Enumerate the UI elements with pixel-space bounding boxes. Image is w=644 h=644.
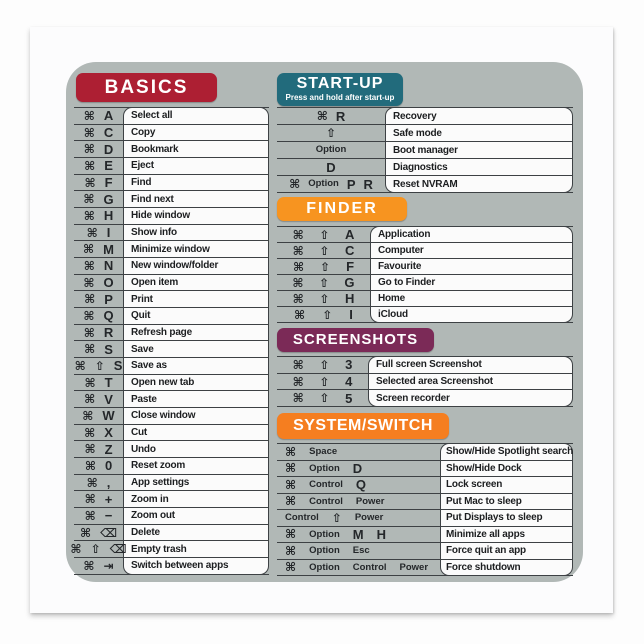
shortcut-row [74, 525, 269, 542]
key-combo [277, 127, 385, 139]
key-command: ⌘ [84, 392, 96, 407]
shortcut-row [74, 275, 269, 292]
shortcut-row [74, 441, 269, 458]
key-combo [70, 542, 127, 557]
shortcut-row [74, 358, 269, 375]
key-shift: ⇧ [319, 357, 330, 372]
key-command: ⌘ [86, 225, 98, 240]
key-shift: ⇧ [318, 275, 330, 290]
key-shift: ⇧ [331, 510, 342, 525]
system-switch-shortcut-list [277, 443, 573, 576]
key-4: 4 [345, 374, 353, 389]
shortcut-description: Print [131, 293, 153, 305]
key-combo [74, 243, 123, 256]
key-o: O [103, 275, 114, 291]
key-combo [74, 209, 123, 222]
shortcut-row [74, 558, 269, 574]
key-command: ⌘ [83, 308, 95, 323]
key-combo [277, 545, 440, 557]
key-c: C [344, 243, 355, 258]
shortcut-row [74, 291, 269, 308]
key-combo [277, 145, 385, 155]
shortcut-description: Show info [131, 227, 177, 239]
shortcut-description: Show/Hide Dock [446, 462, 522, 474]
key-p: P [346, 176, 356, 192]
key-option: Option [309, 528, 340, 540]
shortcut-row [277, 543, 573, 560]
key-g: G [103, 191, 114, 207]
key-combo [277, 161, 385, 174]
shortcut-description: Show/Hide Spotlight search [446, 446, 573, 458]
key-command: ⌘ [83, 558, 95, 573]
shortcut-row [74, 108, 269, 125]
shortcut-row [277, 510, 573, 527]
shortcut-row [74, 325, 269, 342]
key-combo [277, 292, 370, 305]
shortcut-row [277, 259, 573, 275]
key-command: ⌘ [292, 391, 304, 406]
shortcut-description: Select all [131, 110, 173, 122]
key-combo [74, 376, 123, 389]
key-command: ⌘ [285, 527, 297, 542]
key-combo [74, 293, 123, 306]
key-combo [277, 178, 385, 191]
shortcut-row [74, 125, 269, 142]
finder-shortcut-list [277, 226, 573, 323]
key-combo [74, 426, 123, 439]
shortcut-description: iCloud [378, 309, 408, 320]
key-delete: ⌫ [109, 542, 127, 557]
shortcut-description: Force quit an app [446, 545, 526, 557]
key-5: 5 [345, 390, 353, 406]
shortcut-description: Save [131, 343, 154, 355]
shortcut-description: New window/folder [131, 260, 219, 272]
key-command: ⌘ [83, 325, 95, 340]
shortcut-row [74, 175, 269, 192]
basics-header [76, 73, 217, 102]
key-a: A [103, 108, 114, 124]
key-command: ⌘ [84, 175, 96, 190]
shortcut-description: Screen recorder [376, 392, 450, 404]
shortcut-description: Safe mode [393, 127, 442, 139]
key-e: E [104, 158, 113, 174]
key-combo [277, 495, 440, 507]
shortcut-card [66, 62, 583, 582]
shortcut-row [277, 125, 573, 142]
shortcut-row [74, 191, 269, 208]
key-shift: ⇧ [319, 243, 330, 258]
key-combo [74, 193, 123, 206]
key-r: R [335, 108, 346, 124]
key-command: ⌘ [70, 542, 82, 557]
shortcut-description: Open new tab [131, 377, 195, 389]
key-combo [74, 409, 123, 422]
key-combo [277, 308, 370, 321]
key-0: 0 [104, 458, 113, 474]
key-power: Power [354, 512, 384, 523]
key-combo [277, 375, 368, 388]
key-command: ⌘ [84, 375, 96, 390]
key-combo [74, 176, 123, 189]
shortcut-description: App settings [131, 477, 190, 489]
key-f: F [346, 259, 355, 274]
shortcut-row [74, 208, 269, 225]
shortcut-description: Save as [131, 360, 167, 372]
key-q: Q [355, 477, 367, 493]
shortcut-row [277, 560, 573, 576]
key-h: H [376, 526, 386, 542]
key-shift: ⇧ [319, 291, 330, 306]
startup-title: START-UP [296, 75, 384, 93]
shortcut-row [74, 425, 269, 442]
key-combo [277, 260, 370, 273]
shortcut-description: Bookmark [131, 143, 179, 155]
key-command: ⌘ [82, 408, 94, 423]
key-m: M [352, 526, 364, 542]
key-option: Option [308, 178, 339, 190]
key-combo [277, 528, 440, 541]
key-m: M [103, 241, 114, 257]
key-comma: , [106, 475, 111, 491]
screenshots-title: SCREENSHOTS [292, 331, 419, 349]
key-3: 3 [345, 357, 353, 373]
key-command: ⌘ [83, 242, 95, 257]
key-x: X [104, 425, 113, 441]
shortcut-description: Open item [131, 277, 179, 289]
shortcut-description: Switch between apps [131, 560, 229, 572]
shortcut-description: Put Displays to sleep [446, 512, 543, 524]
shortcut-row [74, 408, 269, 425]
shortcut-description: Home [378, 293, 405, 304]
shortcut-row [74, 141, 269, 158]
key-option: Option [315, 144, 347, 156]
key-combo [277, 561, 440, 573]
key-shift: ⇧ [94, 358, 105, 373]
key-command: ⌘ [285, 444, 297, 459]
key-command: ⌘ [84, 442, 96, 457]
key-p: P [104, 291, 113, 307]
key-combo [74, 343, 123, 356]
key-power: Power [355, 495, 385, 507]
shortcut-description: Recovery [393, 110, 437, 122]
basics-title: BASICS [104, 76, 189, 98]
key-combo [74, 359, 123, 372]
key-shift: ⇧ [322, 307, 333, 322]
shortcut-description: Quit [131, 310, 151, 322]
key-shift: ⇧ [319, 391, 330, 406]
key-combo [277, 110, 385, 123]
key-command: ⌘ [83, 258, 95, 273]
key-minus: − [104, 508, 113, 524]
shortcut-row [277, 390, 573, 406]
key-control: Control [309, 479, 343, 490]
key-combo [74, 143, 123, 156]
screenshots-header [277, 328, 434, 352]
key-control: Control [309, 495, 343, 507]
shortcut-row [277, 374, 573, 391]
key-command: ⌘ [285, 560, 297, 575]
shortcut-row [277, 275, 573, 291]
shortcut-row [74, 508, 269, 525]
key-g: G [344, 275, 355, 290]
key-combo [74, 326, 123, 339]
shortcut-row [277, 159, 573, 176]
key-combo [74, 560, 123, 572]
key-command: ⌘ [79, 525, 92, 540]
key-delete: ⌫ [100, 525, 118, 540]
key-command: ⌘ [285, 477, 297, 492]
key-combo [74, 443, 123, 456]
shortcut-row [277, 227, 573, 243]
key-combo [74, 109, 123, 122]
key-d: D [326, 159, 336, 175]
key-c: C [103, 125, 114, 140]
shortcut-row [277, 444, 573, 461]
key-command: ⌘ [285, 543, 297, 558]
key-combo [277, 478, 440, 491]
shortcut-description: Reset NVRAM [393, 178, 458, 190]
key-command: ⌘ [86, 475, 98, 490]
key-command: ⌘ [84, 292, 96, 307]
key-combo [74, 126, 123, 139]
key-q: Q [103, 308, 114, 324]
shortcut-row [277, 527, 573, 544]
shortcut-description: Put Mac to sleep [446, 495, 522, 507]
shortcut-description: Empty trash [131, 543, 187, 555]
key-combo [277, 462, 440, 475]
key-option: Option [309, 462, 340, 474]
key-h: H [344, 291, 355, 306]
key-command: ⌘ [83, 142, 95, 157]
shortcut-description: Delete [131, 527, 160, 539]
startup-header [277, 73, 403, 106]
key-command: ⌘ [84, 458, 96, 473]
key-combo [74, 493, 123, 506]
photo-print [30, 27, 613, 613]
shortcut-description: Reset zoom [131, 460, 186, 472]
key-command: ⌘ [74, 358, 86, 373]
key-tab: ⇥ [103, 558, 114, 573]
key-control: Control [285, 512, 319, 523]
key-r: R [103, 325, 114, 341]
key-command: ⌘ [292, 291, 304, 306]
key-command: ⌘ [292, 275, 304, 290]
key-command: ⌘ [84, 158, 96, 173]
key-control: Control [352, 561, 387, 573]
key-i: I [106, 225, 111, 241]
key-h: H [103, 208, 114, 224]
shortcut-description: Zoom in [131, 493, 169, 505]
shortcut-row [277, 108, 573, 125]
key-shift: ⇧ [319, 374, 330, 389]
key-s: S [104, 341, 113, 357]
shortcut-row [277, 494, 573, 511]
shortcut-description: Lock screen [446, 479, 503, 491]
key-combo [74, 476, 123, 489]
shortcut-row [277, 357, 573, 374]
key-combo [74, 459, 123, 472]
system-switch-header [277, 413, 449, 439]
shortcut-description: Minimize all apps [446, 528, 525, 540]
key-d: D [103, 141, 114, 157]
key-esc: Esc [352, 545, 370, 556]
shortcut-row [74, 458, 269, 475]
key-combo [74, 159, 123, 172]
key-s: S [113, 358, 123, 374]
shortcut-row [277, 142, 573, 159]
shortcut-description: Zoom out [131, 510, 175, 522]
key-command: ⌘ [292, 243, 304, 258]
screenshots-shortcut-list [277, 356, 573, 407]
key-option: Option [309, 545, 340, 556]
key-command: ⌘ [83, 125, 95, 140]
key-command: ⌘ [292, 357, 304, 372]
key-combo [74, 509, 123, 522]
shortcut-row [277, 243, 573, 259]
key-combo [74, 276, 123, 289]
shortcut-row [74, 475, 269, 492]
shortcut-row [277, 477, 573, 494]
key-command: ⌘ [285, 494, 297, 509]
shortcut-row [74, 241, 269, 258]
key-combo [74, 527, 123, 539]
shortcut-row [74, 158, 269, 175]
key-space: Space [309, 446, 338, 457]
key-shift: ⇧ [90, 542, 101, 557]
key-combo [277, 276, 370, 289]
startup-shortcut-list [277, 107, 573, 193]
shortcut-description: Close window [131, 410, 196, 422]
shortcut-description: Selected area Screenshot [376, 376, 493, 387]
key-command: ⌘ [84, 508, 96, 523]
key-power: Power [399, 561, 429, 573]
shortcut-row [74, 225, 269, 242]
shortcut-row [70, 541, 269, 558]
key-shift: ⇧ [325, 126, 337, 140]
startup-subtitle: Press and hold after start-up [285, 93, 395, 103]
key-command: ⌘ [83, 208, 95, 223]
key-command: ⌘ [83, 108, 95, 123]
key-shift: ⇧ [320, 259, 331, 274]
shortcut-row [277, 291, 573, 307]
key-r: R [363, 176, 373, 192]
key-command: ⌘ [292, 259, 305, 274]
key-option: Option [309, 561, 340, 573]
shortcut-description: Eject [131, 160, 154, 172]
shortcut-row [74, 308, 269, 325]
shortcut-description: Hide window [131, 210, 190, 222]
shortcut-row [74, 391, 269, 408]
shortcut-description: Full screen Screenshot [376, 359, 482, 371]
key-command: ⌘ [83, 275, 95, 290]
key-combo [277, 392, 368, 405]
shortcut-row [277, 176, 573, 192]
shortcut-description: Paste [131, 393, 157, 405]
shortcut-row [74, 341, 269, 358]
key-shift: ⇧ [319, 227, 330, 242]
key-t: T [104, 375, 113, 391]
key-combo [277, 228, 370, 241]
key-command: ⌘ [84, 342, 96, 357]
key-command: ⌘ [84, 425, 96, 440]
key-combo [74, 226, 123, 239]
finder-title: FINDER [306, 199, 378, 217]
key-combo [74, 259, 123, 272]
shortcut-description: Diagnostics [393, 161, 448, 173]
shortcut-description: Copy [131, 127, 156, 138]
key-f: F [104, 175, 113, 191]
key-v: V [104, 391, 113, 407]
shortcut-row [74, 258, 269, 275]
shortcut-description: Computer [378, 245, 424, 256]
shortcut-description: Find [131, 177, 152, 189]
key-a: A [344, 227, 355, 242]
shortcut-description: Favourite [378, 261, 422, 272]
key-plus: + [104, 491, 113, 507]
shortcut-description: Find next [131, 193, 174, 205]
key-command: ⌘ [294, 307, 306, 322]
key-d: D [352, 460, 363, 476]
key-combo [277, 512, 440, 524]
key-combo [277, 446, 440, 458]
system-switch-title: SYSTEM/SWITCH [293, 416, 433, 434]
shortcut-row [74, 375, 269, 392]
shortcut-description: Application [378, 229, 431, 240]
key-combo [277, 358, 368, 371]
shortcut-description: Cut [131, 427, 148, 439]
shortcut-description: Force shutdown [446, 561, 521, 573]
key-w: W [102, 408, 115, 424]
key-command: ⌘ [83, 192, 95, 207]
key-command: ⌘ [84, 492, 96, 507]
shortcut-row [277, 307, 573, 322]
key-combo [74, 393, 123, 406]
shortcut-description: Undo [131, 443, 156, 455]
key-command: ⌘ [316, 109, 328, 123]
key-command: ⌘ [289, 177, 301, 191]
key-command: ⌘ [292, 374, 304, 389]
key-combo [277, 244, 370, 257]
finder-header [277, 197, 407, 221]
key-z: Z [104, 441, 113, 457]
shortcut-description: Go to Finder [378, 277, 436, 288]
key-command: ⌘ [292, 227, 304, 242]
key-i: I [349, 307, 353, 322]
shortcut-row [277, 461, 573, 478]
key-command: ⌘ [285, 461, 297, 476]
shortcut-description: Boot manager [393, 144, 458, 156]
shortcut-row [74, 491, 269, 508]
shortcut-description: Minimize window [131, 243, 210, 255]
shortcut-description: Refresh page [131, 327, 192, 339]
key-combo [74, 309, 123, 322]
basics-shortcut-list [70, 107, 269, 575]
key-n: N [103, 258, 114, 274]
